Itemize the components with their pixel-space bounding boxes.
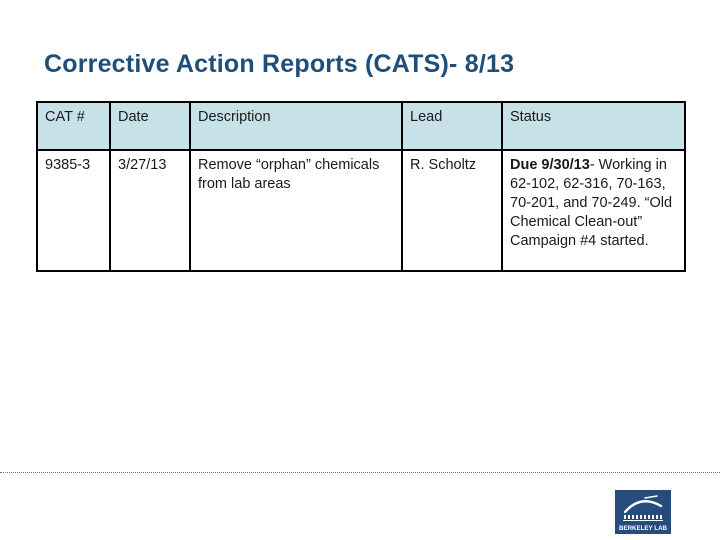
status-detail: - Working in 62-102, 62-316, 70-163, 70-201, and 70-249. “Old Chemical Clean-out” Campaign #4 started. <box>510 157 673 249</box>
cell-date: 3/27/13 <box>110 150 190 271</box>
header-description: Description <box>190 102 402 150</box>
header-cat: CAT # <box>37 102 110 150</box>
cell-status <box>502 150 685 271</box>
header-status: Status <box>502 102 685 150</box>
logo-text: BERKELEY LAB <box>618 525 668 532</box>
page-title: Corrective Action Reports (CATS)- 8/13 <box>44 50 515 78</box>
berkeley-lab-logo <box>615 490 671 534</box>
cats-table <box>36 101 686 272</box>
table-header-row <box>37 102 685 150</box>
cell-lead: R. Scholtz <box>402 150 502 271</box>
header-lead: Lead <box>402 102 502 150</box>
cell-cat: 9385-3 <box>37 150 110 271</box>
status-due-date: Due 9/30/13 <box>510 157 590 173</box>
footer-divider <box>0 472 720 473</box>
table-row <box>37 150 685 271</box>
berkeley-lab-logo-icon <box>615 490 671 534</box>
cell-description: Remove “orphan” chemicals from lab areas <box>190 150 402 271</box>
header-date: Date <box>110 102 190 150</box>
